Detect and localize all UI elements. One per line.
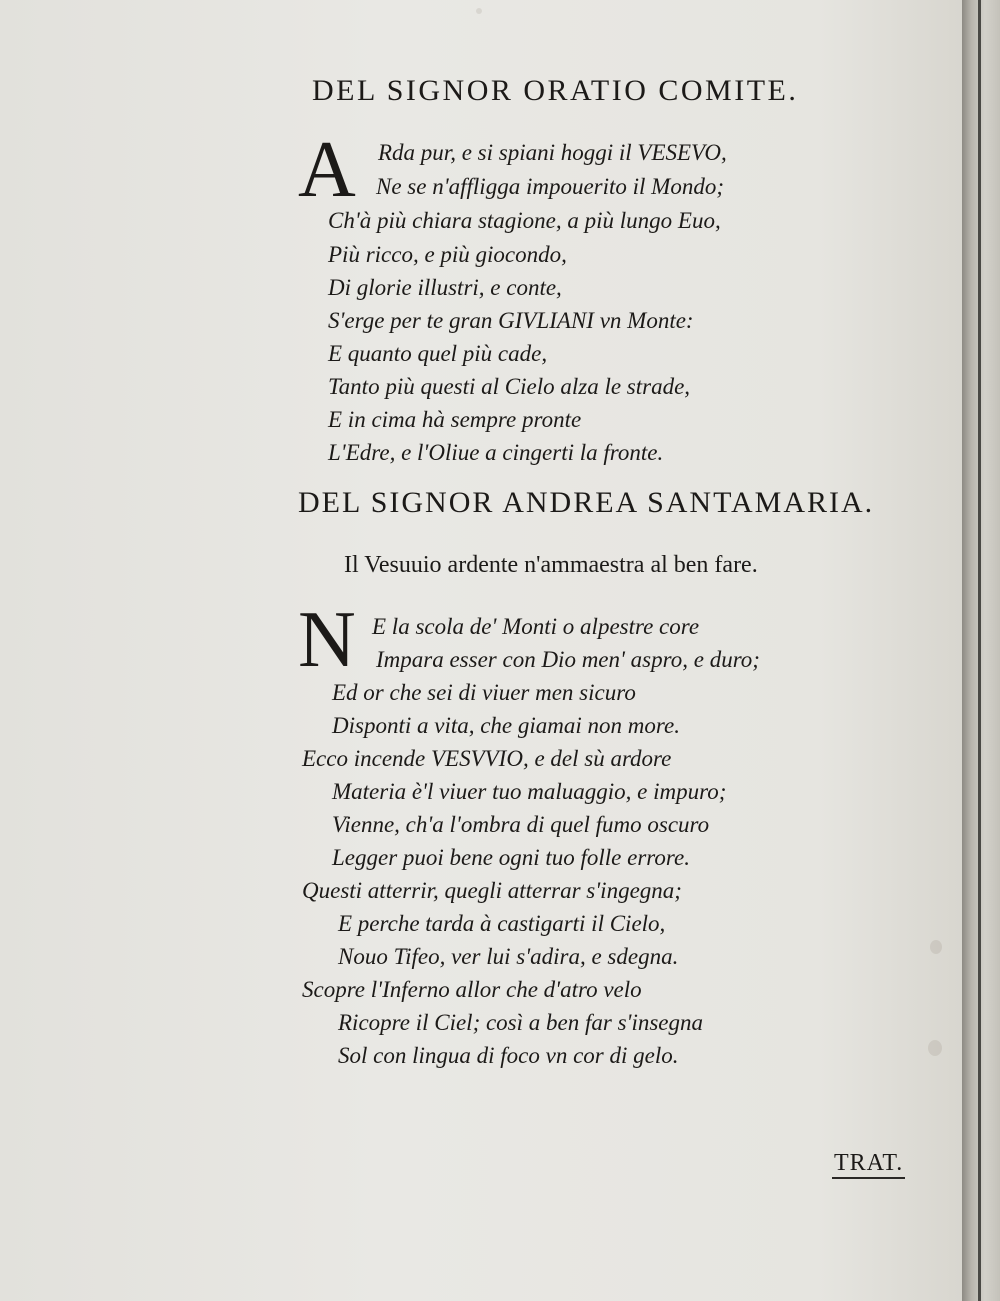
poem-line: E perche tarda à castigarti il Cielo, <box>338 911 666 936</box>
poem-line: E in cima hà sempre pronte <box>328 407 582 432</box>
poem-line: Tanto più questi al Cielo alza le strade, <box>328 374 691 399</box>
paper-stain <box>930 940 942 954</box>
catchword: TRAT. <box>832 1150 905 1179</box>
poem-line: Ch'à più chiara stagione, a più lungo Euo, <box>328 208 721 233</box>
section-2-title: DEL SIGNOR ANDREA SANTAMARIA. <box>298 486 875 519</box>
show-through-block <box>770 140 950 1020</box>
section-1-title: DEL SIGNOR ORATIO COMITE. <box>312 74 799 107</box>
poem-line: Nouo Tifeo, ver lui s'adira, e sdegna. <box>338 944 679 969</box>
poem-line: Questi atterrir, quegli atterrar s'ingegna; <box>302 878 682 903</box>
poem-line: Vienne, ch'a l'ombra di quel fumo oscuro <box>332 812 710 837</box>
poem-line: Ne se n'affligga impouerito il Mondo; <box>376 174 724 199</box>
book-gutter <box>962 0 1000 1301</box>
section-2-subtitle: Il Vesuuio ardente n'ammaestra al ben fare. <box>344 552 758 578</box>
poem-line: E quanto quel più cade, <box>328 341 548 366</box>
poem-line: Ed or che sei di viuer men sicuro <box>332 680 636 705</box>
section-1-dropcap: A <box>298 126 356 214</box>
poem-line: Materia è'l viuer tuo maluaggio, e impuro; <box>332 779 727 804</box>
section-2-dropcap: N <box>298 596 356 684</box>
poem-line: S'erge per te gran GIVLIANI vn Monte: <box>328 308 694 333</box>
poem-line: Di glorie illustri, e conte, <box>328 275 562 300</box>
poem-line: Più ricco, e più giocondo, <box>328 242 567 267</box>
poem-line: Ricopre il Ciel; così a ben far s'insegna <box>338 1010 703 1035</box>
poem-line: Legger puoi bene ogni tuo folle errore. <box>332 845 690 870</box>
poem-line: Disponti a vita, che giamai non more. <box>332 713 680 738</box>
book-edge <box>978 0 981 1301</box>
poem-line: Sol con lingua di foco vn cor di gelo. <box>338 1043 679 1068</box>
poem-line: L'Edre, e l'Oliue a cingerti la fronte. <box>328 440 664 465</box>
paper-stain <box>476 8 482 14</box>
paper-stain <box>928 1040 942 1056</box>
poem-line: Scopre l'Inferno allor che d'atro velo <box>302 977 642 1002</box>
poem-line: Ecco incende VESVVIO, e del sù ardore <box>302 746 672 771</box>
poem-line: E la scola de' Monti o alpestre core <box>372 614 700 639</box>
poem-line: Impara esser con Dio men' aspro, e duro; <box>376 647 760 672</box>
poem-line: Rda pur, e si spiani hoggi il VESEVO, <box>378 140 727 165</box>
